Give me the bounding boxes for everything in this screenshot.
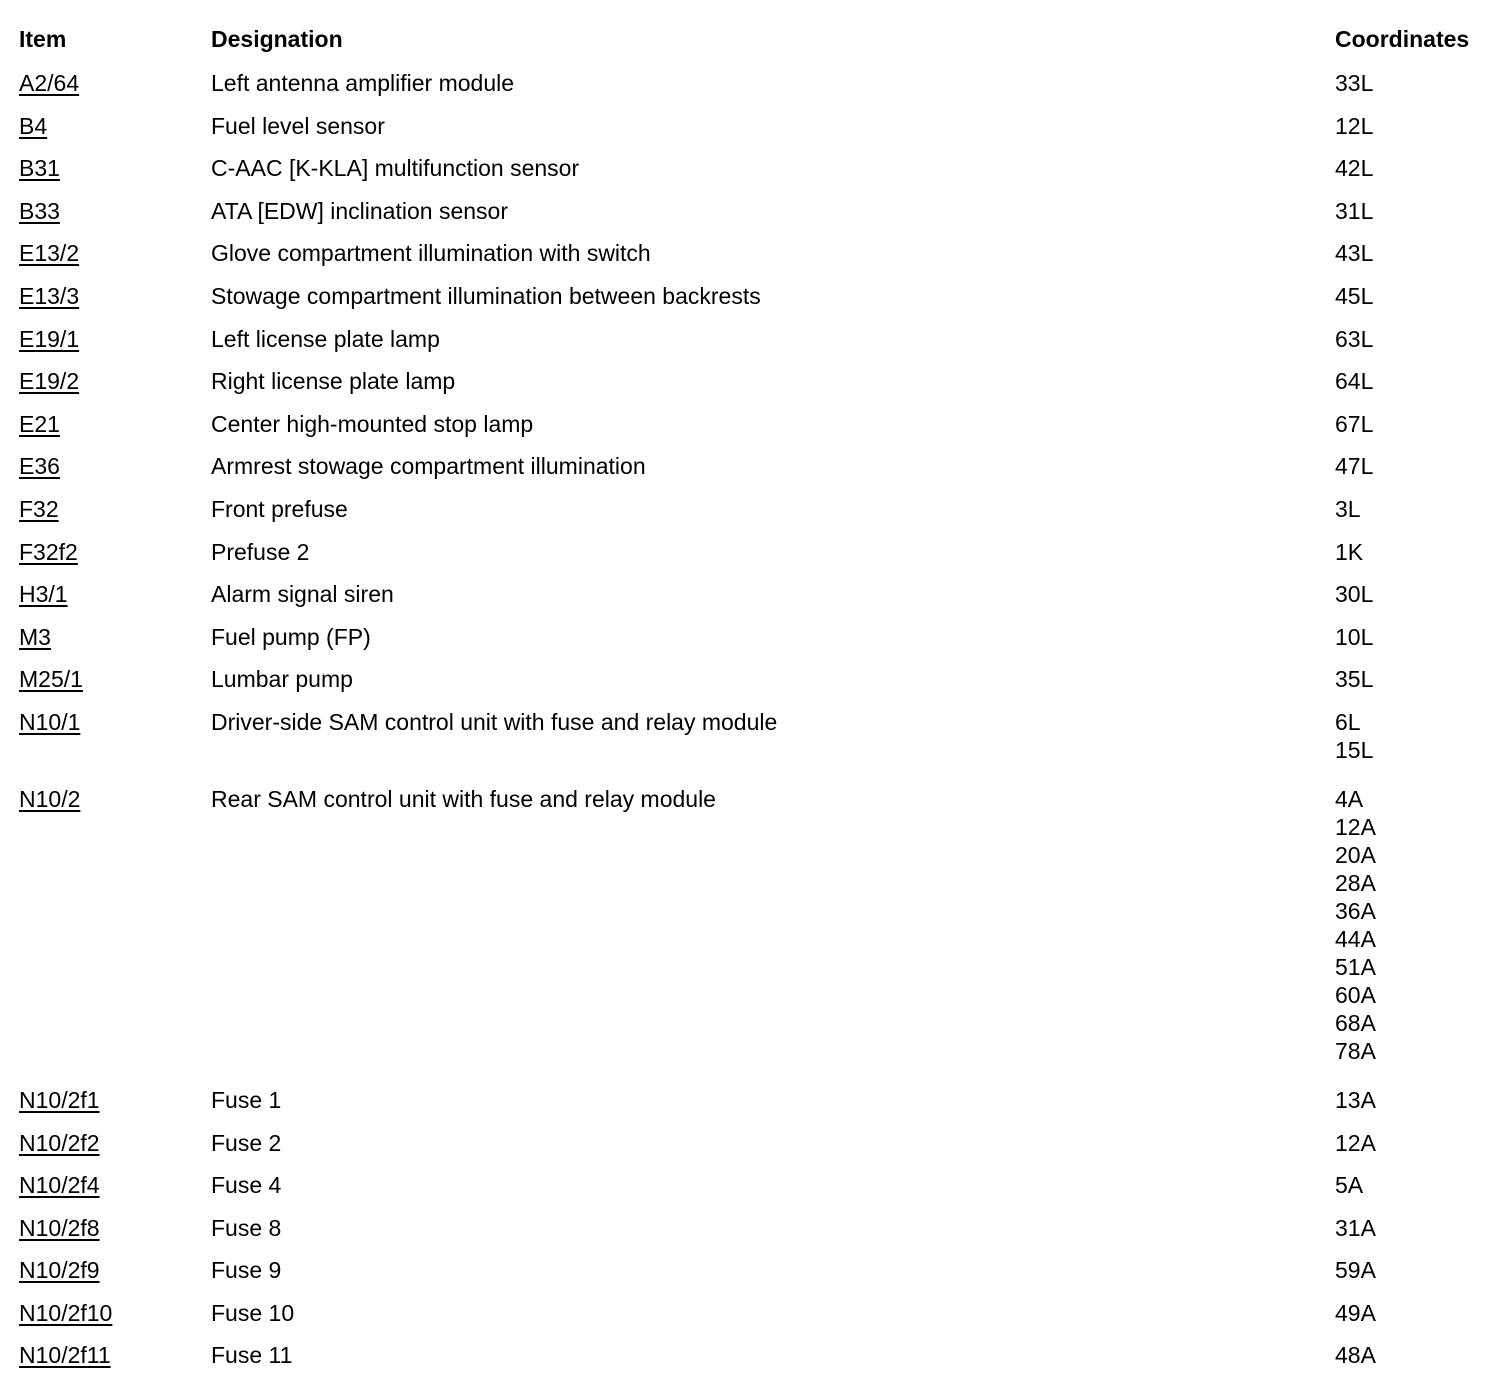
- coordinate-value: 63L: [1335, 325, 1374, 352]
- designation-cell: Fuse 11: [211, 1342, 293, 1369]
- coordinates-cell: [1327, 1207, 1491, 1250]
- coordinate-value: 33L: [1335, 70, 1374, 96]
- item-link[interactable]: N10/2f10: [19, 1299, 113, 1326]
- item-link[interactable]: E13/3: [19, 282, 80, 309]
- item-link[interactable]: M3: [19, 623, 51, 650]
- coordinate-value: 45L: [1335, 282, 1374, 309]
- designation-cell: Fuse 1: [211, 1086, 282, 1113]
- item-link[interactable]: E21: [19, 410, 60, 437]
- coordinate-value: 5A: [1335, 1172, 1364, 1199]
- table-row: [11, 147, 1491, 190]
- designation-cell: Prefuse 2: [211, 538, 310, 565]
- coordinates-cell: [1327, 147, 1491, 190]
- table-row: [11, 1249, 1491, 1292]
- coordinate-value: 42L: [1335, 155, 1374, 182]
- item-link[interactable]: B33: [19, 197, 60, 224]
- coordinates-cell: [1327, 403, 1491, 446]
- coordinate-value: 48A: [1335, 1342, 1376, 1369]
- table-row: [11, 360, 1491, 403]
- designation-cell: Right license plate lamp: [211, 368, 456, 395]
- coordinates-cell: [1327, 1334, 1491, 1377]
- table-row: [11, 1122, 1491, 1165]
- coordinate-value: 12A: [1335, 813, 1376, 840]
- coordinate-value: 20A: [1335, 841, 1376, 868]
- header-coordinates: Coordinates: [1335, 26, 1470, 52]
- item-cell: [11, 1249, 203, 1292]
- table-row: [11, 190, 1491, 233]
- item-link[interactable]: N10/2f1: [19, 1086, 100, 1113]
- item-cell: [11, 318, 203, 361]
- item-link[interactable]: E19/1: [19, 325, 80, 352]
- item-cell: [11, 1292, 203, 1335]
- coordinate-value: 36A: [1335, 897, 1376, 924]
- coordinates-cell: [1327, 105, 1491, 148]
- coordinate-value: 68A: [1335, 1009, 1376, 1036]
- item-cell: [11, 360, 203, 403]
- coordinate-value: 15L: [1335, 736, 1374, 763]
- coordinate-value: 67L: [1335, 410, 1374, 437]
- item-link[interactable]: F32f2: [19, 538, 78, 565]
- coordinates-cell: [1327, 232, 1491, 275]
- item-cell: [11, 778, 203, 1079]
- coordinate-value: 43L: [1335, 240, 1374, 267]
- item-cell: [11, 658, 203, 701]
- item-link[interactable]: N10/2f9: [19, 1257, 100, 1284]
- item-cell: [11, 105, 203, 148]
- item-link[interactable]: H3/1: [19, 581, 68, 608]
- coordinates-cell: [1327, 62, 1491, 105]
- designation-cell: Fuse 8: [211, 1214, 282, 1241]
- coordinates-cell: [1327, 275, 1491, 318]
- coordinates-cell: [1327, 1249, 1491, 1292]
- component-legend-table: [11, 20, 1491, 1377]
- item-cell: [11, 147, 203, 190]
- designation-cell: Fuse 10: [211, 1299, 295, 1326]
- coordinates-cell: [1327, 778, 1491, 1079]
- table-row: [11, 488, 1491, 531]
- coordinates-cell: [1327, 573, 1491, 616]
- table-row: [11, 573, 1491, 616]
- coordinates-cell: [1327, 1164, 1491, 1207]
- item-link[interactable]: N10/2f2: [19, 1129, 100, 1156]
- table-row: [11, 778, 1491, 1079]
- item-link[interactable]: B4: [19, 112, 48, 139]
- coordinate-value: 60A: [1335, 981, 1376, 1008]
- coordinate-value: 13A: [1335, 1086, 1376, 1113]
- designation-cell: Fuse 9: [211, 1257, 282, 1284]
- coordinate-value: 31L: [1335, 197, 1374, 224]
- designation-cell: Lumbar pump: [211, 666, 353, 693]
- designation-cell: Left antenna amplifier module: [211, 70, 515, 96]
- coordinate-value: 59A: [1335, 1257, 1376, 1284]
- table-row: [11, 318, 1491, 361]
- item-cell: [11, 275, 203, 318]
- table-row: [11, 701, 1491, 778]
- item-cell: [11, 616, 203, 659]
- coordinate-value: 4A: [1335, 785, 1364, 812]
- coordinate-value: 51A: [1335, 953, 1376, 980]
- coordinate-value: 31A: [1335, 1214, 1376, 1241]
- coordinates-cell: [1327, 1079, 1491, 1122]
- coordinate-value: 6L: [1335, 708, 1361, 735]
- item-cell: [11, 1122, 203, 1165]
- designation-cell: Center high-mounted stop lamp: [211, 410, 534, 437]
- coordinate-value: 44A: [1335, 925, 1376, 952]
- designation-cell: Driver-side SAM control unit with fuse and relay module: [211, 708, 778, 735]
- item-cell: [11, 531, 203, 574]
- coordinates-cell: [1327, 360, 1491, 403]
- table-header: [11, 20, 1491, 62]
- coordinates-cell: [1327, 1292, 1491, 1335]
- item-link[interactable]: A2/64: [19, 70, 80, 96]
- item-cell: [11, 1164, 203, 1207]
- coordinates-cell: [1327, 190, 1491, 233]
- header-item: Item: [19, 26, 67, 52]
- item-link[interactable]: N10/2f11: [19, 1342, 111, 1369]
- item-link[interactable]: N10/2f8: [19, 1214, 100, 1241]
- table-row: [11, 531, 1491, 574]
- designation-cell: Glove compartment illumination with switch: [211, 240, 651, 267]
- item-link[interactable]: E13/2: [19, 240, 80, 267]
- designation-cell: Fuel level sensor: [211, 112, 385, 139]
- header-row: [11, 20, 1491, 62]
- coordinate-value: 35L: [1335, 666, 1374, 693]
- item-cell: [11, 488, 203, 531]
- item-link[interactable]: M25/1: [19, 666, 83, 693]
- designation-cell: Alarm signal siren: [211, 581, 394, 608]
- coordinates-cell: [1327, 318, 1491, 361]
- coordinate-value: 10L: [1335, 623, 1374, 650]
- designation-cell: Left license plate lamp: [211, 325, 440, 352]
- coordinate-value: 30L: [1335, 581, 1374, 608]
- item-cell: [11, 403, 203, 446]
- coordinate-value: 28A: [1335, 869, 1376, 896]
- coordinate-value: 12A: [1335, 1129, 1376, 1156]
- table-row: [11, 1164, 1491, 1207]
- designation-cell: C-AAC [K-KLA] multifunction sensor: [211, 155, 580, 182]
- designation-cell: Fuse 2: [211, 1129, 282, 1156]
- table-row: [11, 62, 1491, 105]
- header-designation: Designation: [211, 26, 343, 52]
- coordinates-cell: [1327, 1122, 1491, 1165]
- item-cell: [11, 232, 203, 275]
- item-link[interactable]: E19/2: [19, 368, 80, 395]
- item-link[interactable]: N10/1: [19, 708, 81, 735]
- table-row: [11, 1207, 1491, 1250]
- coordinates-cell: [1327, 488, 1491, 531]
- table-body: [11, 62, 1491, 1377]
- table-row: [11, 616, 1491, 659]
- item-cell: [11, 190, 203, 233]
- coordinate-value: 3L: [1335, 495, 1361, 522]
- item-cell: [11, 1079, 203, 1122]
- item-cell: [11, 573, 203, 616]
- table-row: [11, 232, 1491, 275]
- table-row: [11, 1079, 1491, 1122]
- coordinate-value: 47L: [1335, 453, 1374, 480]
- item-link[interactable]: E36: [19, 453, 60, 480]
- item-cell: [11, 445, 203, 488]
- coordinates-cell: [1327, 445, 1491, 488]
- item-link[interactable]: N10/2: [19, 785, 81, 812]
- coordinate-value: 12L: [1335, 112, 1374, 139]
- coordinate-value: 64L: [1335, 368, 1374, 395]
- coordinates-cell: [1327, 616, 1491, 659]
- item-link[interactable]: F32: [19, 495, 59, 522]
- item-cell: [11, 1207, 203, 1250]
- item-cell: [11, 701, 203, 778]
- table-row: [11, 658, 1491, 701]
- coordinate-value: 78A: [1335, 1037, 1376, 1064]
- table-row: [11, 1334, 1491, 1377]
- table-row: [11, 275, 1491, 318]
- item-cell: [11, 62, 203, 105]
- coordinate-value: 1K: [1335, 538, 1364, 565]
- item-link[interactable]: N10/2f4: [19, 1172, 100, 1199]
- designation-cell: Front prefuse: [211, 495, 348, 522]
- table-row: [11, 403, 1491, 446]
- item-link[interactable]: B31: [19, 155, 60, 182]
- table-row: [11, 445, 1491, 488]
- designation-cell: ATA [EDW] inclination sensor: [211, 197, 508, 224]
- designation-cell: Fuel pump (FP): [211, 623, 371, 650]
- designation-cell: Stowage compartment illumination between backrests: [211, 282, 761, 309]
- designation-cell: Fuse 4: [211, 1172, 282, 1199]
- coordinates-cell: [1327, 701, 1491, 778]
- designation-cell: Rear SAM control unit with fuse and relay module: [211, 785, 716, 812]
- coordinate-value: 49A: [1335, 1299, 1376, 1326]
- designation-cell: Armrest stowage compartment illumination: [211, 453, 646, 480]
- coordinates-cell: [1327, 531, 1491, 574]
- coordinates-cell: [1327, 658, 1491, 701]
- table-row: [11, 1292, 1491, 1335]
- table-row: [11, 105, 1491, 148]
- item-cell: [11, 1334, 203, 1377]
